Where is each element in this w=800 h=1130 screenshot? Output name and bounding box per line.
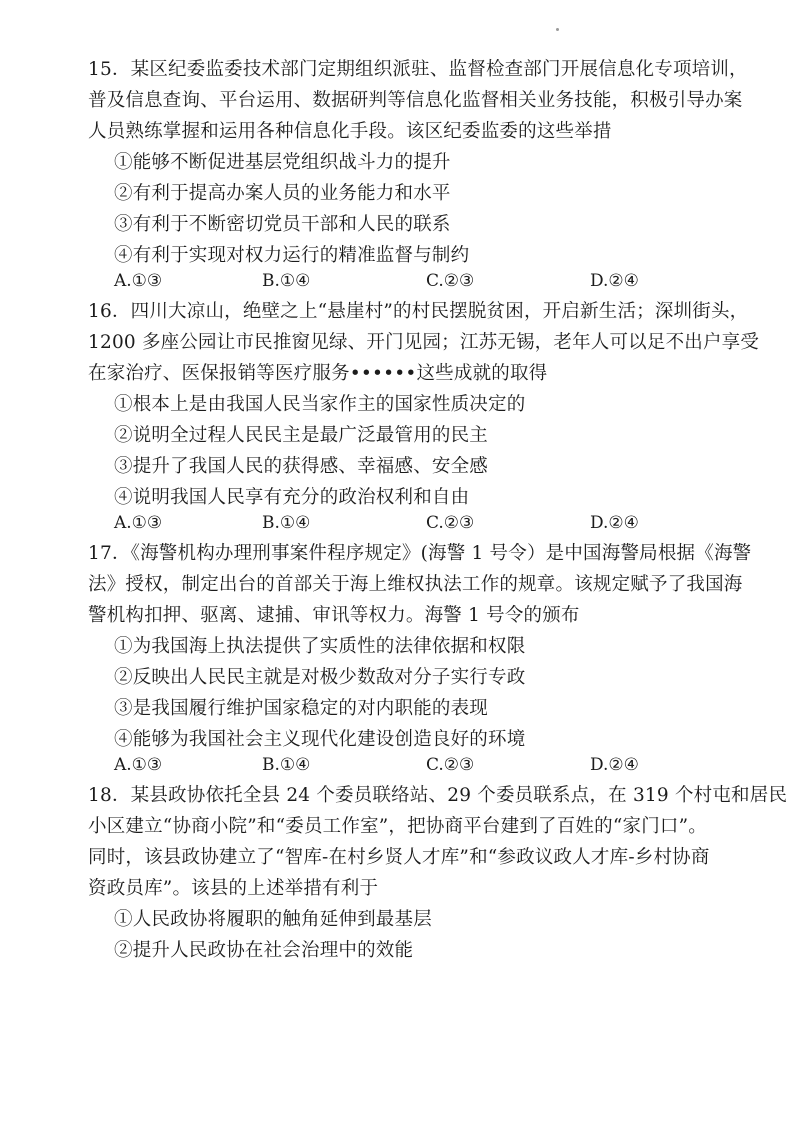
question-stem-line: 人员熟练掌握和运用各种信息化手段。该区纪委监委的这些举措 — [88, 121, 612, 142]
statement-option-3: ③是我国履行维护国家稳定的对内职能的表现 — [114, 698, 489, 719]
answer-choice-c: C.②③ — [426, 513, 475, 533]
question-stem-line: 16．四川大凉山，绝壁之上“悬崖村”的村民摆脱贫困，开启新生活；深圳街头， — [88, 301, 749, 322]
statement-option-1: ①根本上是由我国人民当家作主的国家性质决定的 — [114, 394, 526, 415]
answer-choice-a: A.①③ — [114, 755, 163, 775]
question-stem-line: 警机构扣押、驱离、逮捕、审讯等权力。海警 1 号令的颁布 — [88, 605, 580, 626]
answer-choice-d: D.②④ — [590, 755, 639, 775]
answer-choice-b: B.①④ — [262, 271, 311, 291]
answer-choices — [114, 753, 728, 777]
answer-choices — [114, 511, 728, 535]
question-17 — [88, 538, 752, 777]
question-stem-line: 18．某县政协依托全县 24 个委员联络站、29 个委员联系点，在 319 个村屯和居民 — [88, 785, 788, 806]
question-stem-line: 同时，该县政协建立了“智库-在村乡贤人才库”和“参政议政人才库-乡村协商 — [88, 847, 710, 868]
answer-choice-a: A.①③ — [114, 271, 163, 291]
statement-option-4: ④能够为我国社会主义现代化建设创造良好的环境 — [114, 729, 526, 750]
answer-choice-c: C.②③ — [426, 755, 475, 775]
question-stem-line: 法》授权，制定出台的首部关于海上维权执法工作的规章。该规定赋予了我国海 — [88, 574, 743, 595]
statement-option-2: ②有利于提高办案人员的业务能力和水平 — [114, 183, 451, 204]
statement-option-2: ②说明全过程人民民主是最广泛最管用的民主 — [114, 425, 489, 446]
answer-choice-a: A.①③ — [114, 513, 163, 533]
statement-option-1: ①能够不断促进基层党组织战斗力的提升 — [114, 152, 451, 173]
statement-option-4: ④说明我国人民享有充分的政治权利和自由 — [114, 487, 470, 508]
answer-choice-c: C.②③ — [426, 271, 475, 291]
question-stem-line: 15．某区纪委监委技术部门定期组织派驻、监督检查部门开展信息化专项培训， — [88, 59, 748, 80]
question-stem-line: 资政员库”。该县的上述举措有利于 — [88, 878, 379, 899]
question-16 — [88, 296, 760, 535]
answer-choice-d: D.②④ — [590, 271, 639, 291]
question-18 — [88, 780, 788, 966]
question-stem-line: 17．《海警机构办理刑事案件程序规定》(海警 1 号令）是中国海警局根据《海警 — [88, 543, 752, 564]
answer-choice-d: D.②④ — [590, 513, 639, 533]
statement-option-3: ③提升了我国人民的获得感、幸福感、安全感 — [114, 456, 489, 477]
statement-option-3: ③有利于不断密切党员干部和人民的联系 — [114, 214, 451, 235]
statement-option-4: ④有利于实现对权力运行的精准监督与制约 — [114, 245, 470, 266]
statement-option-1: ①人民政协将履职的触角延伸到最基层 — [114, 909, 432, 930]
answer-choice-b: B.①④ — [262, 755, 311, 775]
question-stem-line: 普及信息查询、平台运用、数据研判等信息化监督相关业务技能，积极引导办案 — [88, 90, 743, 111]
question-stem-line: 1200 多座公园让市民推窗见绿、开门见园；江苏无锡，老年人可以足不出户享受 — [88, 332, 760, 353]
answer-choices — [114, 269, 728, 293]
statement-option-2: ②反映出人民民主就是对极少数敌对分子实行专政 — [114, 667, 526, 688]
question-stem-line: 小区建立“协商小院”和“委员工作室”，把协商平台建到了百姓的“家门口”。 — [88, 816, 707, 837]
answer-choice-b: B.①④ — [262, 513, 311, 533]
statement-option-2: ②提升人民政协在社会治理中的效能 — [114, 940, 414, 961]
question-stem-line: 在家治疗、医保报销等医疗服务••••••这些成就的取得 — [88, 363, 548, 384]
question-15 — [88, 54, 748, 293]
statement-option-1: ①为我国海上执法提供了实质性的法律依据和权限 — [114, 636, 526, 657]
scan-speck — [556, 28, 559, 31]
